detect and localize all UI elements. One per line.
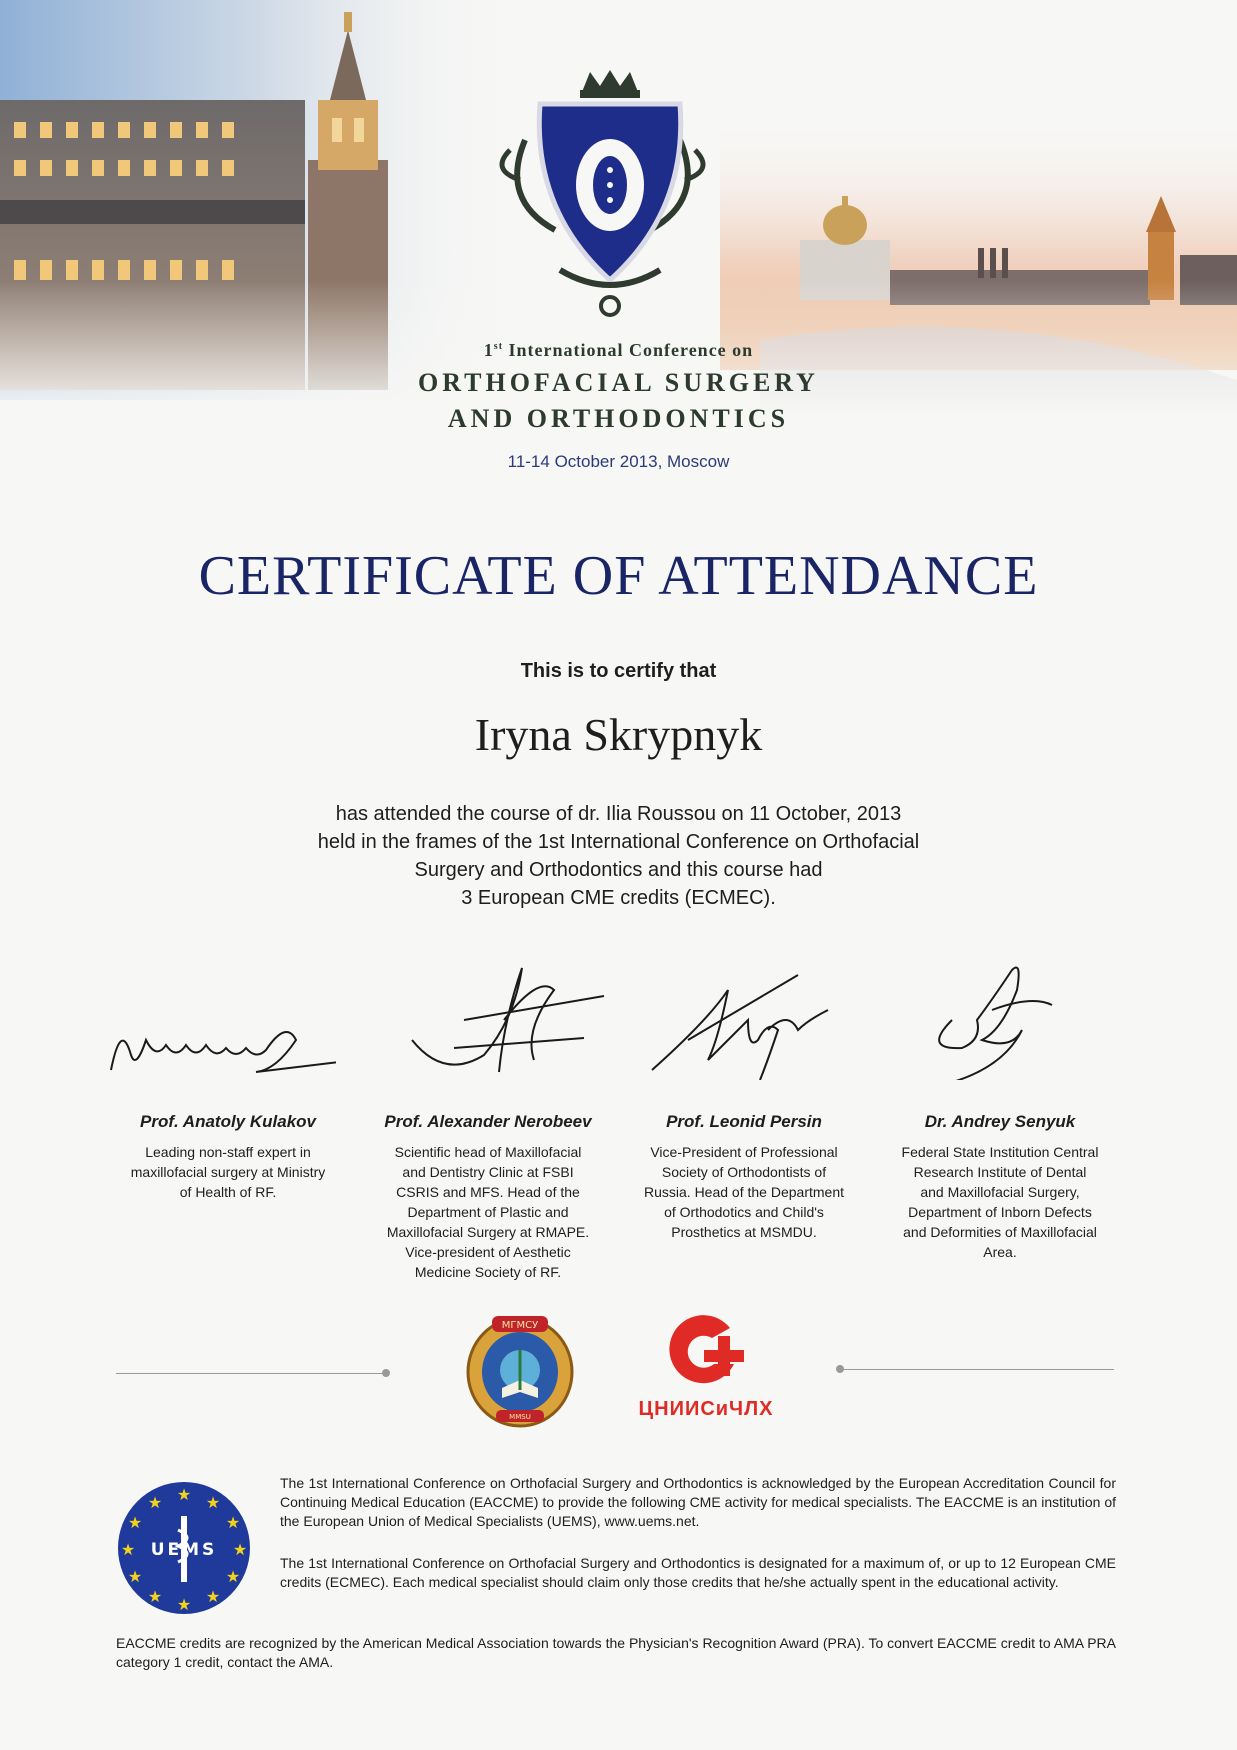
svg-text:★: ★ [176,1595,192,1614]
signer-kulakov [108,1112,348,1202]
conference-crest-logo [502,70,703,315]
divider-right-dot [836,1365,844,1373]
cniis-logo [660,1312,750,1390]
body-line: 3 European CME credits (ECMEC). [461,887,776,909]
eaccme-paragraph-2: The 1st International Conference on Orthofacial Surgery and Orthodontics is designated for a maximum of, or up to 12 European CME credits (ECMEC). Each medical specialist should claim only those credits that he/she actually spent in the educational activity. [280,1555,1116,1590]
svg-text:★: ★ [205,1587,221,1606]
svg-text:★: ★ [147,1493,163,1512]
signer-name: Prof. Alexander Nerobeev [384,1112,592,1131]
uems-logo [116,1480,252,1616]
signature-persin [648,960,878,1080]
divider-left-dot [382,1369,390,1377]
svg-text:★: ★ [127,1513,143,1532]
conference-edition-line: 1st International Conference on [483,340,754,360]
mgmsu-top-label: МГМСУ [501,1320,539,1331]
body-line: has attended the course of dr. Ilia Roussou on 11 October, 2013 [335,803,902,825]
signer-role: Leading non-staff expert in maxillofacial surgery at Ministry of Health of RF. [130,1144,326,1200]
signer-persin [624,1112,864,1242]
mgmsu-bottom-label: MMSU [509,1413,531,1421]
recipient-name: Iryna Skrypnyk [474,709,763,760]
signer-role: Vice-President of Professional Society of Orthodontists of Russia. Head of the Department of Orthodotics and Child's Prosthetics at MSMDU. [644,1144,844,1240]
conference-dates: 11-14 October 2013, Moscow [507,452,730,471]
signer-name: Prof. Leonid Persin [666,1112,822,1131]
svg-text:★: ★ [127,1567,143,1586]
certificate-body [0,800,1237,912]
cniis-name: ЦНИИСиЧЛХ [638,1398,774,1420]
signer-role: Federal State Institution Central Research Institute of Dental and Maxillofacial Surgery, Department of Inborn Defects and Deformities of Maxillofacial Area. [901,1144,1099,1260]
eaccme-paragraph-1: The 1st International Conference on Orthofacial Surgery and Orthodontics is acknowledged by the European Accreditation Council for Continuing Medical Education (EACCME) to provide the following CME activity for medical specialists. The EACCME is an institution of the European Union of Medical Specialists (UEMS), www.uems.net. [280,1475,1116,1529]
body-line: held in the frames of the 1st International Conference on Orthofacial [317,831,920,853]
signer-senyuk [880,1112,1120,1262]
signature-kulakov [106,960,336,1080]
signer-name: Prof. Anatoly Kulakov [139,1112,316,1131]
uems-label: UEMS [150,1540,218,1560]
signer-name: Dr. Andrey Senyuk [924,1112,1076,1131]
eaccme-paragraph-3: EACCME credits are recognized by the American Medical Association towards the Physician's Recognition Award (PRA). To convert EACCME credit to AMA PRA category 1 credit, contact the AMA. [116,1635,1116,1670]
certify-intro: This is to certify that [520,660,717,682]
svg-text:★: ★ [176,1485,192,1504]
svg-text:★: ★ [205,1493,221,1512]
certificate-title: CERTIFICATE OF ATTENDANCE [198,545,1039,607]
signer-role: Scientific head of Maxillofacial and Dentistry Clinic at FSBI CSRIS and MFS. Head of the Department of Plastic and Maxillofacial Surgery at RMAPE. Vice-president of Aesthetic Medicine Society of RF. [386,1144,590,1280]
mgmsu-emblem-logo [462,1310,578,1428]
svg-text:★: ★ [147,1587,163,1606]
svg-text:★: ★ [225,1513,241,1532]
svg-text:★: ★ [232,1540,248,1559]
conference-title-line-2: AND ORTHODONTICS [447,404,790,433]
conference-title-line-1: ORTHOFACIAL SURGERY [418,368,819,397]
signature-senyuk [922,960,1152,1080]
svg-text:★: ★ [120,1540,136,1559]
signer-nerobeev [368,1112,608,1282]
signature-nerobeev [404,960,634,1080]
divider-right [842,1369,1114,1370]
body-line: Surgery and Orthodontics and this course had [414,859,823,881]
divider-left [116,1373,388,1374]
svg-text:★: ★ [225,1567,241,1586]
